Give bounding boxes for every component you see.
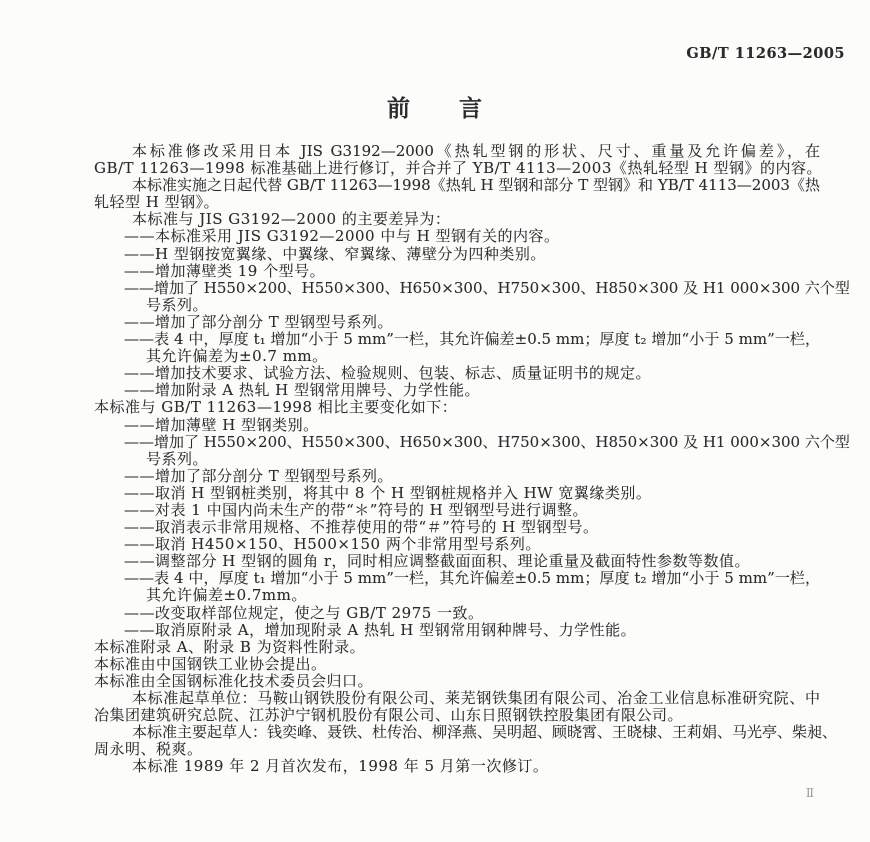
text-line: ——取消表示非常用规格、不推荐使用的带“＃”符号的 H 型钢型号。 xyxy=(124,518,599,537)
text-line: 本标准实施之日起代替 GB/T 11263—1998《热轧 H 型钢和部分 T 型钢》和 YB/T 4113—2003《热 xyxy=(132,176,820,195)
text-line: 周永明、税爽。 xyxy=(94,740,203,759)
text-line: 本标准主要起草人：钱奕峰、聂铁、杜传治、柳泽燕、吴明超、顾晓霄、王晓棣、王莉娟、马光亭、柴昶、 xyxy=(132,723,838,742)
text-line: 冶集团建筑研究总院、江苏沪宁钢机股份有限公司、山东日照钢铁控股集团有限公司。 xyxy=(94,706,684,725)
text-line: 号系列。 xyxy=(146,449,209,468)
text-line: ——对表 1 中国内尚未生产的带“＊”符号的 H 型钢型号进行调整。 xyxy=(124,500,589,519)
text-line: 其允许偏差为±0.7 mm。 xyxy=(146,347,328,366)
text-line: ——调整部分 H 型钢的圆角 r，同时相应调整截面面积、理论重量及截面特性参数等数值。 xyxy=(124,552,751,571)
text-line: 本标准 1989 年 2 月首次发布，1998 年 5 月第一次修订。 xyxy=(132,757,549,776)
text-line: 本标准与 JIS G3192—2000 的主要差异为： xyxy=(132,210,451,229)
text-line: ——增加附录 A 热轧 H 型钢常用牌号、力学性能。 xyxy=(124,381,480,400)
text-line: ——增加技术要求、试验方法、检验规则、包装、标志、质量证明书的规定。 xyxy=(124,364,652,383)
text-line: ——表 4 中，厚度 t₁ 增加“小于 5 mm”一栏，其允许偏差±0.5 mm；厚度 t₂ 增加“小于 5 mm”一栏， xyxy=(124,569,820,588)
text-line: ——增加了部分剖分 T 型钢型号系列。 xyxy=(124,312,394,331)
text-line: 本标准与 GB/T 11263—1998 相比主要变化如下： xyxy=(94,398,458,417)
page-number: Ⅱ xyxy=(805,786,814,800)
text-line: 本标准附录 A、附录 B 为资料性附录。 xyxy=(94,637,366,656)
text-line: 本标准由中国钢铁工业协会提出。 xyxy=(94,654,327,673)
text-line: ——改变取样部位规定，使之与 GB/T 2975 一致。 xyxy=(124,603,484,622)
text-line: GB/T 11263—1998 标准基础上进行修订，并合并了 YB/T 4113—2003《热轧轻型 H 型钢》的内容。 xyxy=(94,159,822,178)
text-line: ——增加薄壁 H 型钢类别。 xyxy=(124,415,319,434)
text-line: ——取消 H450×150、H500×150 两个非常用型号系列。 xyxy=(124,535,541,554)
standard-number: GB/T 11263—2005 xyxy=(686,45,845,62)
text-line: ——增加了部分剖分 T 型钢型号系列。 xyxy=(124,466,394,485)
text-line: 其允许偏差±0.7mm。 xyxy=(146,586,307,605)
text-line: 本标准起草单位：马鞍山钢铁股份有限公司、莱芜钢铁集团有限公司、冶金工业信息标准研究院、中 xyxy=(132,689,820,707)
text-line: ——H 型钢按宽翼缘、中翼缘、窄翼缘、薄壁分为四种类别。 xyxy=(124,244,546,263)
text-line: ——取消 H 型钢桩类别，将其中 8 个 H 型钢桩规格并入 HW 宽翼缘类别。 xyxy=(124,483,652,502)
text-line: ——取消原附录 A，增加现附录 A 热轧 H 型钢常用钢种牌号、力学性能。 xyxy=(124,620,637,639)
page-title: 前 言 xyxy=(387,96,483,122)
text-line: 号系列。 xyxy=(146,295,209,314)
text-line: 本标准修改采用日本 JIS G3192—2000《热轧型钢的形状、尺寸、重量及允许偏差》，在 xyxy=(132,142,820,160)
text-line: ——本标准采用 JIS G3192—2000 中与 H 型钢有关的内容。 xyxy=(124,227,560,246)
text-line: 轧轻型 H 型钢》。 xyxy=(94,193,220,212)
text-line: ——增加了 H550×200、H550×300、H650×300、H750×300、H850×300 及 H1 000×300 六个型 xyxy=(124,278,850,297)
text-line: ——增加了 H550×200、H550×300、H650×300、H750×300、H850×300 及 H1 000×300 六个型 xyxy=(124,432,850,451)
text-line: 本标准由全国钢标准化技术委员会归口。 xyxy=(94,671,374,690)
text-line: ——增加薄壁类 19 个型号。 xyxy=(124,261,326,280)
foreword-body xyxy=(94,142,850,776)
text-line: ——表 4 中，厚度 t₁ 增加“小于 5 mm”一栏，其允许偏差±0.5 mm；厚度 t₂ 增加“小于 5 mm”一栏， xyxy=(124,330,820,349)
